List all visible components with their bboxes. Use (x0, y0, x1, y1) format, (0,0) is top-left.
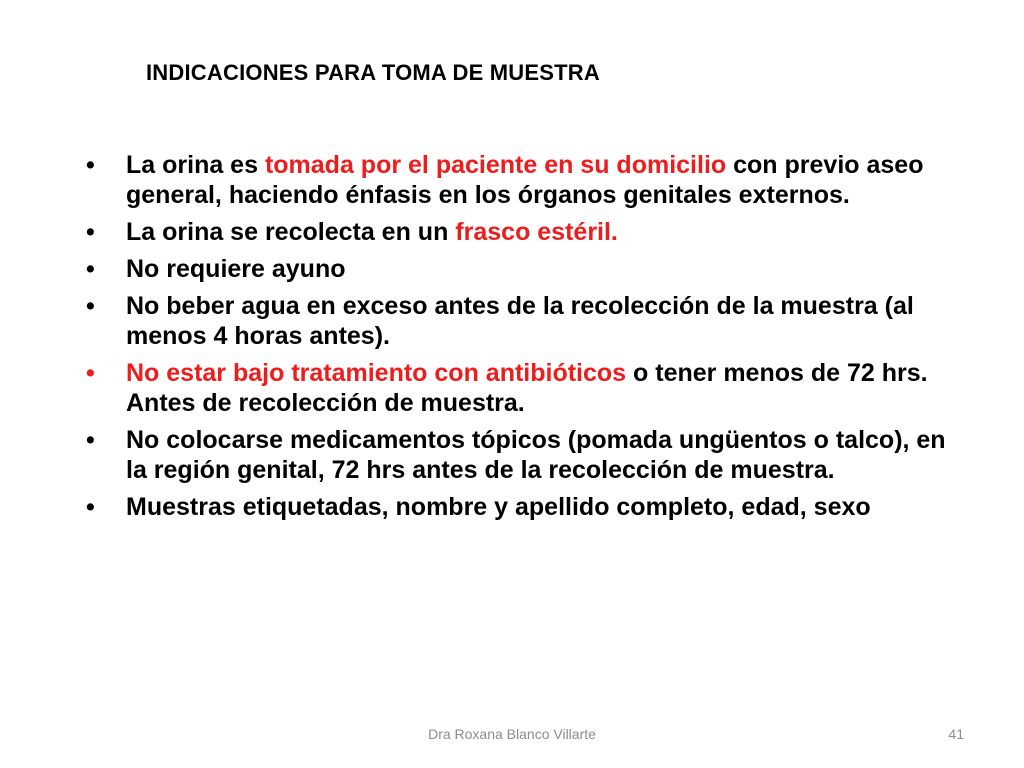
bullet-text: No requiere ayuno (126, 255, 346, 283)
bullet-item-no-fasting (86, 254, 946, 284)
bullet-text: o tener menos de 72 hrs. Antes de recolección de muestra. (126, 359, 928, 417)
footer-author: Dra Roxana Blanco Villarte (428, 726, 596, 742)
bullet-dot-icon: • (86, 426, 95, 454)
bullet-item-antibiotics (86, 358, 946, 418)
bullet-text: No colocarse medicamentos tópicos (pomada ungüentos o talco), en la región genital, 72 hrs antes de la recolección de muestra. (126, 426, 946, 484)
bullet-item-sample-labels (86, 492, 946, 522)
bullet-text: Muestras etiquetadas, nombre y apellido completo, edad, sexo (126, 493, 871, 521)
bullet-dot-icon: • (86, 151, 95, 179)
bullet-dot-icon: • (86, 359, 95, 387)
slide-title: INDICACIONES PARA TOMA DE MUESTRA (146, 60, 600, 85)
bullet-highlight: frasco estéril. (455, 218, 618, 246)
bullet-highlight: tomada por el paciente en su domicilio (264, 151, 727, 179)
bullet-item-topical-medications (86, 425, 946, 485)
bullet-item-water-intake (86, 291, 946, 351)
bullet-text: No beber agua en exceso antes de la recolección de la muestra (al menos 4 horas antes). (126, 292, 914, 350)
bullet-item-sterile-container (86, 217, 946, 247)
bullet-dot-icon: • (86, 218, 95, 246)
bullet-text: La orina se recolecta en un (126, 218, 456, 246)
bullet-highlight: No estar bajo tratamiento con antibióticos (126, 359, 627, 387)
bullet-dot-icon: • (86, 493, 95, 521)
bullet-dot-icon: • (86, 255, 95, 283)
bullet-text: con previo aseo general, haciendo énfasis en los órganos genitales externos. (126, 151, 924, 209)
bullet-list (86, 150, 946, 529)
bullet-text: La orina es (126, 151, 265, 179)
bullet-item-urine-collection-home (86, 150, 946, 210)
bullet-dot-icon: • (86, 292, 95, 320)
page-number: 41 (948, 726, 964, 742)
